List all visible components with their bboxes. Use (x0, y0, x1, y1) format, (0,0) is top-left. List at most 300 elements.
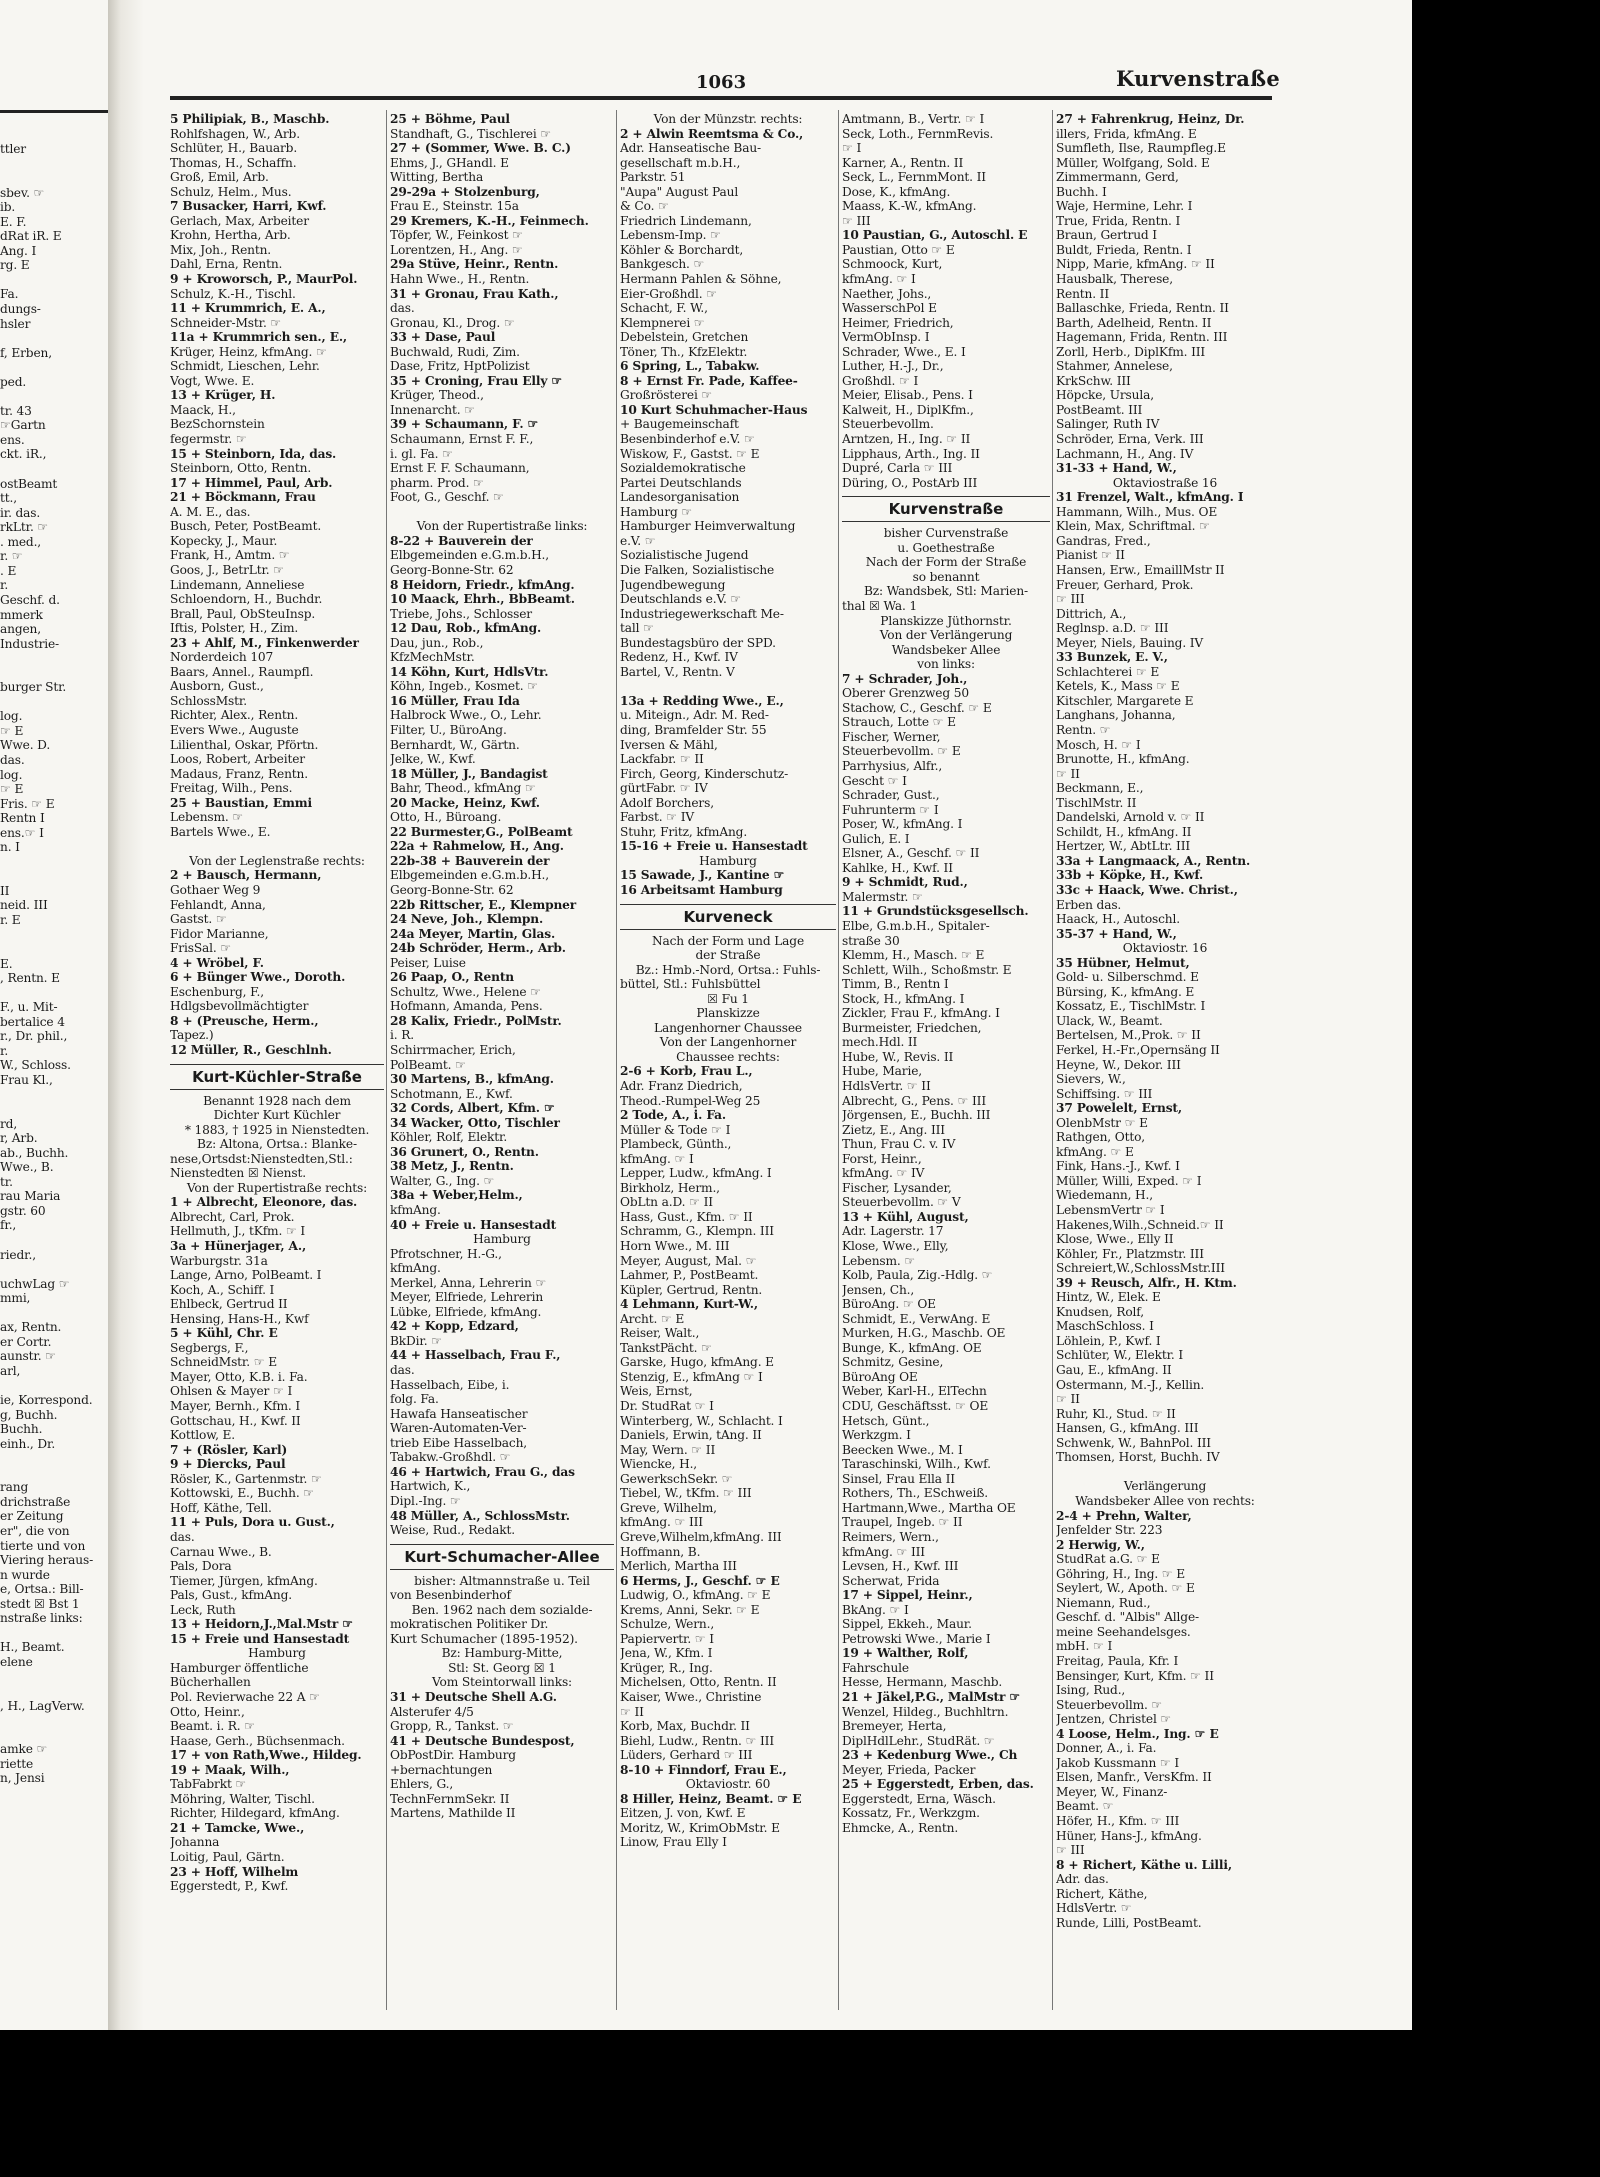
directory-entry-line: tr. 43 (0, 403, 32, 418)
directory-entry-line: Debelstein, Gretchen (620, 330, 749, 345)
directory-entry-line: Madaus, Franz, Rentn. (170, 766, 308, 781)
directory-entry-line: Otto, H., Büroang. (390, 810, 502, 825)
directory-entry-line: Fischer, Lysander, (842, 1180, 952, 1195)
directory-entry-line: Hüner, Hans-J., kfmAng. (1056, 1828, 1202, 1843)
directory-entry-line: Schreiert,W.,SchlossMstr.III (1056, 1261, 1225, 1276)
directory-entry-line: Hagemann, Frida, Rentn. III (1056, 330, 1228, 345)
directory-entry-line (0, 389, 110, 404)
directory-entry-line: TabFabrkt ☞ (170, 1777, 247, 1792)
directory-entry-line: Stl: St. Georg ☒ 1 (448, 1660, 556, 1675)
directory-entry-line: einh., Dr. (0, 1436, 56, 1451)
directory-entry-line: Thomsen, Horst, Buchh. IV (1056, 1450, 1220, 1465)
directory-entry-line: Von der Münzstr. rechts: (653, 112, 803, 126)
directory-entry-line: Rentn. ☞ (1056, 722, 1111, 737)
directory-entry-line: 7 + Schrader, Joh., (842, 671, 968, 686)
header-rule (170, 96, 1272, 100)
directory-entry-line: True, Frida, Rentn. I (1056, 213, 1181, 228)
directory-entry-line: ☞ I (842, 141, 862, 156)
directory-entry-line: 6 Herms, J., Geschf. ☞ E (620, 1573, 780, 1588)
directory-entry-line: Nienstedten ☒ Nienst. (170, 1166, 306, 1181)
directory-entry-line: Gold- u. Silberschmd. E (1056, 970, 1199, 985)
directory-entry-line: Kolb, Paula, Zig.-Hdlg. ☞ (842, 1268, 993, 1283)
directory-entry-line: Beecken Wwe., M. I (842, 1442, 963, 1457)
directory-entry-line: ☒ Fu 1 (707, 991, 749, 1006)
directory-entry-line: Zietz, E., Ang. III (842, 1122, 945, 1137)
directory-entry-line: Jörgensen, E., Buchh. III (842, 1108, 991, 1123)
directory-entry-line: Müller & Tode ☞ I (620, 1122, 731, 1137)
directory-entry-line: Theod.-Rumpel-Weg 25 (620, 1093, 761, 1108)
directory-entry-line: Köhn, Ingeb., Kosmet. ☞ (390, 679, 538, 694)
directory-entry-line: Fischer, Werner, (842, 729, 941, 744)
directory-entry-line: trieb Eibe Hasselbach, (390, 1435, 528, 1450)
directory-entry-line: DiplHdlLehr., StudRät. ☞ (842, 1733, 995, 1748)
directory-entry-line: Geschf. d. (0, 592, 60, 607)
directory-entry-line: von Besenbinderhof (390, 1588, 511, 1603)
street-heading: Kurt-Küchler-Straße (170, 1064, 384, 1090)
column-divider (616, 110, 617, 2010)
directory-entry-line: Stuhr, Fritz, kfmAng. (620, 824, 748, 839)
directory-entry-line (0, 1466, 110, 1481)
directory-entry-line: Frank, H., Amtm. ☞ (170, 548, 290, 563)
directory-entry-line: Garske, Hugo, kfmAng. E (620, 1355, 774, 1370)
directory-entry-line: r. E (0, 912, 21, 927)
directory-entry-line: Steuerbevollm. (842, 417, 934, 432)
directory-entry-line: Hakenes,Wilh.,Schneid.☞ II (1056, 1217, 1224, 1232)
directory-entry-line: Albrecht, G., Pens. ☞ III (842, 1093, 986, 1108)
directory-entry-line: Meier, Elisab., Pens. I (842, 388, 973, 403)
directory-entry-line: Lachmann, H., Ang. IV (1056, 446, 1194, 461)
directory-entry-line (0, 986, 110, 1001)
directory-entry-line: VermObInsp. I (842, 330, 930, 345)
directory-entry-line (1056, 1465, 1274, 1480)
directory-entry-line: H., Beamt. (0, 1640, 65, 1655)
directory-entry-line (0, 1262, 110, 1277)
directory-entry-line: Ehmcke, A., Rentn. (842, 1820, 959, 1835)
directory-entry-line: Fuhrunterm ☞ I (842, 802, 939, 817)
directory-entry-line: Jugendbewegung (620, 577, 726, 592)
directory-entry-line: Klemm, H., Masch. ☞ E (842, 948, 985, 963)
directory-entry-line: Rothers, Th., ESchweiß. (842, 1486, 988, 1501)
directory-entry-line: rg. E (0, 258, 30, 273)
directory-entry-line (170, 839, 384, 854)
directory-entry-line: Ising, Rud., (1056, 1683, 1126, 1698)
directory-entry-line: Hawafa Hanseatischer (390, 1406, 528, 1421)
directory-entry-line: ax, Rentn. (0, 1320, 62, 1335)
directory-entry-line: Sozialistische Jugend (620, 548, 749, 563)
directory-entry-line: Ferkel, H.-Fr.,Opernsäng II (1056, 1043, 1220, 1057)
directory-entry-line: Michelsen, Otto, Rentn. II (620, 1675, 777, 1690)
directory-entry-line: Steuerbevollm. ☞ E (842, 744, 961, 759)
directory-entry-line: Bücherhallen (170, 1675, 251, 1690)
directory-entry-line: II (0, 883, 10, 898)
directory-entry-line: Kopecky, J., Maur. (170, 533, 278, 548)
directory-entry-line: 27 + Fahrenkrug, Heinz, Dr. (1056, 112, 1245, 126)
directory-entry-line: Hertzer, W., AbtLtr. III (1056, 839, 1191, 854)
directory-entry-line: 18 Müller, J., Bandagist (390, 766, 548, 781)
directory-entry-line: Von der Rupertistraße rechts: (186, 1180, 368, 1195)
directory-entry-line: BezSchornstein (170, 417, 265, 432)
directory-entry-line: Lebensm-Imp. ☞ (620, 228, 721, 243)
directory-entry-line: 35 Hübner, Helmut, (1056, 955, 1190, 970)
directory-entry-line: 2 + Alwin Reemtsma & Co., (620, 126, 804, 141)
directory-entry-line: 7 Busacker, Harri, Kwf. (170, 199, 327, 214)
directory-entry-line: Elbgemeinden e.G.m.b.H., (390, 868, 550, 883)
directory-entry-line: Weise, Rud., Redakt. (390, 1523, 515, 1538)
directory-entry-line: Malermstr. ☞ (842, 889, 923, 904)
directory-entry-line: TischlMstr. II (1056, 795, 1137, 810)
directory-entry-line: er", die von (0, 1523, 70, 1538)
directory-entry-line: Baars, Annel., Raumpfl. (170, 664, 314, 679)
directory-entry-line: Innenarcht. ☞ (390, 402, 475, 417)
directory-entry-line: Salinger, Ruth IV (1056, 417, 1160, 432)
directory-entry-line: 5 + Kühl, Chr. E (170, 1326, 278, 1341)
directory-entry-line: Ludwig, O., kfmAng. ☞ E (620, 1588, 771, 1603)
directory-entry-line: Steinborn, Otto, Rentn. (170, 461, 312, 476)
directory-entry-line: Lackfabr. ☞ II (620, 752, 704, 767)
directory-entry-line: Lüders, Gerhard ☞ III (620, 1748, 753, 1763)
directory-entry-line: 42 + Kopp, Edzard, (390, 1319, 519, 1334)
directory-entry-line: Dittrich, A., (1056, 606, 1127, 621)
directory-entry-line: gstr. 60 (0, 1203, 46, 1218)
directory-entry-line (0, 1684, 110, 1699)
directory-entry-line: Hartmann,Wwe., Martha OE (842, 1500, 1016, 1515)
directory-entry-line: Viering heraus- (0, 1553, 94, 1568)
directory-entry-line: Birkholz, Herm., (620, 1180, 720, 1195)
directory-entry-line: TechnFernmSekr. II (390, 1791, 510, 1806)
directory-entry-line: + Baugemeinschaft (620, 417, 739, 432)
directory-entry-line: Jelke, W., Kwf. (390, 752, 476, 767)
directory-entry-line: Petrowski Wwe., Marie I (842, 1631, 991, 1646)
directory-entry-line: BkDir. ☞ (390, 1333, 442, 1348)
directory-entry-line: Thun, Frau C. v. IV (842, 1137, 956, 1152)
directory-entry-line: so benannt (912, 569, 980, 584)
directory-entry-line: Triebe, Johs., Schlosser (390, 606, 532, 621)
directory-entry-line: ☞ II (1056, 766, 1080, 781)
directory-entry-line: 11a + Krummrich sen., E., (170, 330, 348, 345)
directory-entry-line: hsler (0, 316, 31, 331)
book-gutter (108, 0, 144, 2030)
directory-entry-line: 8 + Ernst Fr. Pade, Kaffee- (620, 373, 798, 388)
directory-entry-line: ib. (0, 200, 16, 215)
directory-entry-line: 10 Maack, Ehrh., BbBeamt. (390, 592, 575, 607)
directory-entry-line: Stahmer, Annelese, (1056, 359, 1173, 374)
directory-entry-line: Groß, Emil, Arb. (170, 170, 269, 185)
directory-entry-line: 23 + Kedenburg Wwe., Ch (842, 1748, 1018, 1763)
directory-entry-line: Papiervertr. ☞ I (620, 1631, 714, 1646)
directory-entry-line: Steuerbevollm. ☞ V (842, 1195, 961, 1210)
directory-entry-line: Filter, U., BüroAng. (390, 722, 507, 737)
directory-entry-line: Klein, Max, Schriftmal. ☞ (1056, 519, 1210, 534)
directory-entry-line: 24 Neve, Joh., Klempn. (390, 912, 544, 927)
directory-entry-line: Lindemann, Anneliese (170, 577, 305, 592)
directory-entry-line: bertalice 4 (0, 1014, 65, 1029)
directory-entry-line: Alsterufer 4/5 (390, 1704, 474, 1719)
directory-entry-line: Freitag, Wilh., Pens. (170, 781, 293, 796)
directory-entry-line: Hellmuth, J., tKfm. ☞ I (170, 1224, 306, 1239)
directory-entry-line: 33a + Langmaack, A., Rentn. (1056, 853, 1251, 868)
directory-entry-line: Bundestagsbüro der SPD. (620, 635, 776, 650)
directory-entry-line: Niemann, Rud., (1056, 1595, 1151, 1610)
directory-entry-line: Hamburg (699, 853, 757, 868)
directory-entry-line: Wiedemann, H., (1056, 1188, 1153, 1203)
directory-entry-line: . E (0, 563, 17, 578)
directory-entry-line: , Rentn. E (0, 971, 60, 986)
directory-entry-line: 33 + Dase, Paul (390, 330, 496, 345)
directory-entry-line: Buchh. (0, 1422, 43, 1437)
directory-entry-line (0, 1306, 110, 1321)
directory-entry-line: ens.☞ I (0, 825, 44, 840)
directory-entry-line: 32 Cords, Albert, Kfm. ☞ (390, 1101, 555, 1116)
directory-entry-line: Amtmann, B., Vertr. ☞ I (842, 112, 985, 126)
directory-entry-line: elene (0, 1654, 33, 1669)
directory-entry-line: Meyer, Elfriede, Lehrerin (390, 1290, 544, 1305)
directory-entry-line: mbH. ☞ I (1056, 1639, 1113, 1654)
directory-entry-line: Firch, Georg, Kinderschutz- (620, 766, 789, 781)
directory-entry-line: 8 Heidorn, Friedr., kfmAng. (390, 577, 575, 592)
directory-entry-line: Hansen, Erw., EmaillMstr II (1056, 562, 1225, 577)
directory-entry-line: Hausbalk, Therese, (1056, 272, 1173, 287)
directory-entry-line: Hass, Gust., Kfm. ☞ II (620, 1209, 753, 1224)
directory-entry-line: Krems, Anni, Sekr. ☞ E (620, 1602, 760, 1617)
directory-entry-line: Gothaer Weg 9 (170, 882, 261, 897)
directory-entry-line: Busch, Peter, PostBeamt. (170, 519, 322, 534)
directory-entry-line: 48 Müller, A., SchlossMstr. (390, 1508, 570, 1523)
directory-entry-line: 39 + Schaumann, F. ☞ (390, 417, 539, 432)
directory-entry-line: mech.Hdl. II (842, 1035, 918, 1050)
directory-entry-line: 3a + Hünerjager, A., (170, 1239, 307, 1254)
directory-entry-line: Klose, Wwe., Elly, (842, 1239, 949, 1254)
directory-entry-line: Haase, Gerh., Büchsenmach. (170, 1733, 345, 1748)
directory-entry-line: thal ☒ Wa. 1 (842, 598, 918, 613)
directory-entry-line: Krüger, Theod., (390, 388, 484, 403)
directory-entry-line: Tiebel, W., tKfm. ☞ III (620, 1486, 752, 1501)
directory-entry-line: 33b + Köpke, H., Kwf. (1056, 868, 1204, 883)
directory-entry-line (0, 666, 110, 681)
directory-entry-line: Sinsel, Frau Ella II (842, 1471, 955, 1486)
directory-entry-line: Gerlach, Max, Arbeiter (170, 213, 309, 228)
directory-entry-line: 8 + (Preusche, Herm., (170, 1013, 319, 1028)
directory-entry-line: Walter, G., Ing. ☞ (390, 1173, 495, 1188)
directory-entry-line: Schmidt, Lieschen, Lehr. (170, 359, 320, 374)
directory-entry-line: ObPostDir. Hamburg (390, 1748, 516, 1763)
directory-entry-line: g, Buchh. (0, 1407, 58, 1422)
directory-entry-line: * 1883, † 1925 in Nienstedten. (184, 1122, 370, 1137)
directory-entry-line: 21 + Jäkel,P.G., MalMstr ☞ (842, 1689, 1021, 1704)
directory-entry-line: Segbergs, F., (170, 1340, 249, 1355)
directory-entry-line: r. (0, 1043, 9, 1058)
directory-entry-line: Müller, Wolfgang, Sold. E (1056, 155, 1210, 170)
directory-entry-line: Hube, W., Revis. II (842, 1049, 954, 1064)
directory-entry-line: Göhring, H., Ing. ☞ E (1056, 1566, 1186, 1581)
directory-entry-line: Lahmer, P., PostBeamt. (620, 1268, 759, 1283)
directory-entry-line: Kottlow, E. (170, 1428, 235, 1443)
directory-entry-line: Jentzen, Christel ☞ (1056, 1712, 1172, 1727)
directory-entry-line: Schneider-Mstr. ☞ (170, 315, 282, 330)
directory-entry-line: Reiser, Walt., (620, 1326, 700, 1341)
directory-entry-line: Dupré, Carla ☞ III (842, 461, 953, 476)
directory-entry-line: "Aupa" August Paul (620, 184, 739, 199)
directory-entry-line: Schotmann, E., Kwf. (390, 1086, 513, 1101)
directory-entry-line: sbev. ☞ (0, 185, 45, 200)
directory-entry-line: Stenzig, E., kfmAng ☞ I (620, 1369, 763, 1384)
directory-entry-line: mmi, (0, 1291, 31, 1306)
directory-entry-line: drichstraße (0, 1494, 71, 1509)
directory-entry-line: . med., (0, 534, 42, 549)
directory-entry-line: Wwe., B. (0, 1160, 54, 1175)
column-divider (838, 110, 839, 2010)
directory-entry-line: ped. (0, 374, 27, 389)
directory-entry-line: Plambeck, Günth., (620, 1137, 732, 1152)
directory-entry-line: Daniels, Erwin, tAng. II (620, 1428, 762, 1443)
directory-entry-line: 38 Metz, J., Rentn. (390, 1159, 514, 1174)
directory-entry-line: Ang. I (0, 243, 37, 258)
directory-entry-line: 21 + Tamcke, Wwe., (170, 1820, 305, 1835)
directory-entry-line: Maass, K.-W., kfmAng. (842, 199, 977, 214)
directory-entry-line: Bz: Altona, Ortsa.: Blanke- (197, 1137, 357, 1152)
directory-entry-line: SchlossMstr. (170, 693, 247, 708)
directory-entry-line: Pfrotschner, H.-G., (390, 1246, 502, 1261)
directory-entry-line: riedr., (0, 1247, 36, 1262)
directory-entry-line: Krüger, Heinz, kfmAng. ☞ (170, 344, 327, 359)
directory-entry-line: Kossatz, E., TischlMstr. I (1056, 999, 1206, 1014)
directory-entry-line: Planskizze Jüthornstr. (880, 613, 1012, 628)
directory-entry-line: Braun, Gertrud I (1056, 228, 1157, 243)
directory-entry-line: Poser, W., kfmAng. I (842, 817, 963, 832)
directory-entry-line: Kossatz, Fr., Werkzgm. (842, 1806, 980, 1821)
directory-entry-line: 24b Schröder, Herm., Arb. (390, 941, 566, 956)
directory-entry-line: rang (0, 1480, 29, 1495)
directory-entry-line: Besenbinderhof e.V. ☞ (620, 432, 755, 447)
directory-entry-line: Fink, Hans.-J., Kwf. I (1056, 1159, 1180, 1174)
directory-entry-line: BkAng. ☞ I (842, 1602, 909, 1617)
directory-entry-line: burger Str. (0, 680, 67, 695)
directory-entry-line: Eggerstedt, P., Kwf. (170, 1879, 289, 1894)
directory-entry-line: 15 + Freie und Hansestadt (170, 1631, 350, 1646)
directory-entry-line: 31-33 + Hand, W., (1056, 461, 1177, 476)
directory-entry-line: Otto, Heinr., (170, 1704, 245, 1719)
directory-entry-line: Schrader, Wwe., E. I (842, 344, 966, 359)
directory-entry-line: Peiser, Luise (390, 955, 466, 970)
directory-entry-line: 13 + Kühl, August, (842, 1209, 969, 1224)
directory-entry-line: Ketels, K., Mass ☞ E (1056, 679, 1180, 694)
directory-entry-line: log. (0, 709, 23, 724)
directory-entry-line: ie, Korrespond. (0, 1393, 93, 1408)
directory-entry-line: Ernst F. F. Schaumann, (390, 461, 530, 476)
directory-entry-line (0, 1102, 110, 1117)
directory-entry-line: Partei Deutschlands (620, 475, 742, 490)
directory-entry-line: Schulz, Helm., Mus. (170, 184, 292, 199)
directory-entry-line: Richter, Hildegard, kfmAng. (170, 1806, 340, 1821)
directory-entry-line: r. ☞ (0, 549, 23, 564)
directory-entry-line: Timm, B., Rentn I (842, 977, 949, 992)
directory-entry-line: Gastst. ☞ (170, 912, 227, 927)
directory-entry-line: CDU, Geschäftsst. ☞ OE (842, 1399, 989, 1414)
directory-entry-line: E. F. (0, 214, 27, 229)
directory-entry-line: Kahlke, H., Kwf. II (842, 860, 953, 875)
directory-entry-line: Schacht, F. W., (620, 301, 708, 316)
directory-entry-line: Freitag, Paula, Kfr. I (1056, 1653, 1179, 1668)
directory-entry-line: 19 + Walther, Rolf, (842, 1646, 969, 1661)
directory-entry-line: Eitzen, J. von, Kwf. E (620, 1806, 746, 1821)
directory-entry-line: Bankgesch. ☞ (620, 257, 705, 272)
directory-entry-line: ckt. iR., (0, 447, 47, 462)
directory-entry-line: tierte und von (0, 1538, 86, 1553)
directory-entry-line: Fehlandt, Anna, (170, 897, 266, 912)
directory-entry-line: mmerk (0, 607, 43, 622)
directory-entry-line: 24a Meyer, Martin, Glas. (390, 926, 556, 941)
directory-entry-line: 2 + Bausch, Hermann, (170, 868, 322, 883)
directory-entry-line: kfmAng. ☞ I (620, 1151, 694, 1166)
directory-entry-line: Schiffsing. ☞ III (1056, 1086, 1153, 1101)
directory-entry-line (390, 505, 614, 520)
directory-entry-line: Zorll, Herb., DiplKfm. III (1056, 344, 1206, 359)
directory-entry-line: gürtFabr. ☞ IV (620, 781, 708, 796)
directory-entry-line (0, 360, 110, 375)
directory-entry-line: Mosch, H. ☞ I (1056, 737, 1141, 752)
directory-entry-line: n wurde (0, 1567, 50, 1582)
directory-entry-line: E. (0, 956, 13, 971)
directory-entry-line: 25 + Baustian, Emmi (170, 795, 312, 810)
directory-entry-line: mokratischen Politiker Dr. (390, 1617, 549, 1632)
directory-entry-line: u. Goethestraße (897, 540, 995, 555)
directory-entry-line: 25 + Eggerstedt, Erben, das. (842, 1777, 1034, 1792)
directory-entry-line: Schlüter, W., Elektr. I (1056, 1348, 1184, 1363)
directory-entry-line: ☞ II (620, 1704, 644, 1719)
directory-entry-line: Bernhardt, W., Gärtn. (390, 737, 520, 752)
directory-entry-line: 27 + (Sommer, Wwe. B. C.) (390, 141, 571, 156)
directory-entry-line: stedt ☒ Bst 1 (0, 1596, 80, 1611)
directory-entry-line: Maack, H., (170, 402, 236, 417)
directory-entry-line: Jena, W., Kfm. I (620, 1646, 713, 1661)
directory-entry-line: Warburgstr. 31a (170, 1253, 268, 1268)
directory-entry-line (0, 651, 110, 666)
directory-entry-line: Weis, Ernst, (620, 1384, 693, 1399)
directory-entry-line: Seck, Loth., FernmRevis. (842, 126, 994, 141)
directory-entry-line: Töner, Th., KfzElektr. (620, 344, 748, 359)
directory-entry-line: Scherwat, Frida (842, 1573, 940, 1588)
directory-entry-line: 11 + Krummrich, E. A., (170, 301, 326, 316)
directory-entry-line: Schmoock, Kurt, (842, 257, 943, 272)
directory-entry-line: May, Wern. ☞ II (620, 1442, 716, 1457)
directory-entry-line: Eier-Großhdl. ☞ (620, 286, 717, 301)
street-heading: Kurvenstraße (842, 496, 1050, 522)
directory-entry-line: Gropp, R., Tankst. ☞ (390, 1719, 514, 1734)
directory-entry-line: Dau, jun., Rob., (390, 635, 484, 650)
directory-entry-line: r, Arb. (0, 1131, 38, 1146)
directory-entry-line (0, 855, 110, 870)
directory-entry-line: Moritz, W., KrimObMstr. E (620, 1820, 780, 1835)
directory-column-2 (390, 112, 614, 1821)
directory-entry-line: Ausborn, Gust., (170, 679, 264, 694)
directory-entry-line: Norderdeich 107 (170, 650, 274, 665)
directory-entry-line: ostBeamt (0, 476, 58, 491)
directory-entry-line: Parkstr. 51 (620, 170, 686, 185)
directory-entry-line: kfmAng. ☞ III (842, 1544, 925, 1559)
directory-entry-line: Buchh. I (1056, 184, 1107, 199)
directory-entry-line: Pol. Revierwache 22 A ☞ (170, 1689, 320, 1704)
directory-entry-line: Meyer, Frieda, Packer (842, 1762, 976, 1777)
directory-entry-line: Seylert, W., Apoth. ☞ E (1056, 1581, 1195, 1596)
directory-entry-line: 8 Hiller, Heinz, Beamt. ☞ E (620, 1791, 802, 1806)
directory-entry-line: 4 + Wröbel, F. (170, 955, 264, 970)
directory-entry-line: Zickler, Frau F., kfmAng. I (842, 1006, 1000, 1021)
directory-entry-line: 28 Kalix, Friedr., PolMstr. (390, 1013, 562, 1028)
column-divider (386, 110, 387, 2010)
directory-entry-line: 8-22 + Bauverein der (390, 533, 533, 548)
directory-entry-line: bisher Curvenstraße (883, 526, 1009, 541)
directory-entry-line: folg. Fa. (390, 1392, 439, 1407)
page-header-title: Kurvenstraße (1116, 66, 1281, 91)
